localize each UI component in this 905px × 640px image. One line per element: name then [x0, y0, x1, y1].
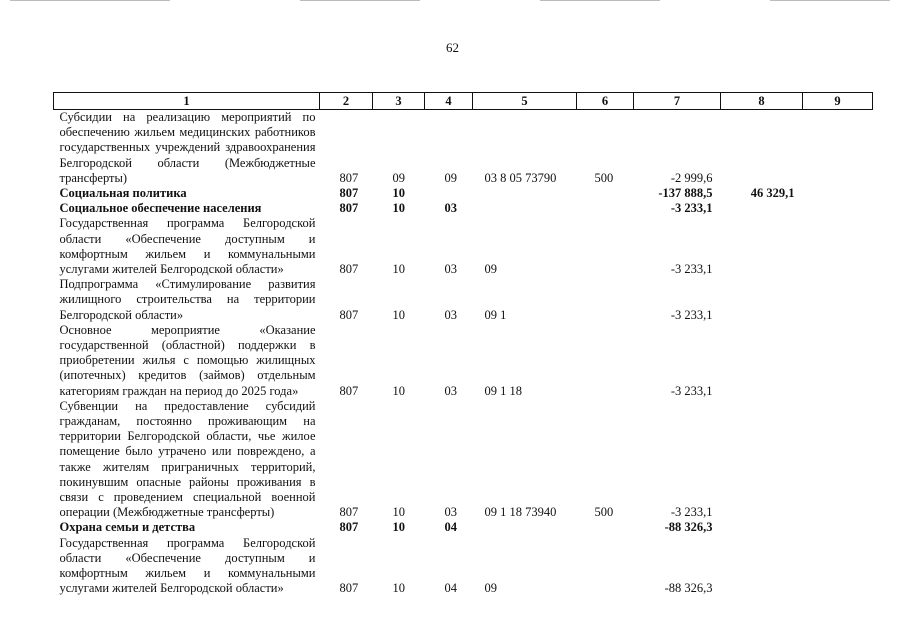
- column-header-2: 2: [320, 93, 373, 110]
- name-cell: Государственная программа Белгородской области «Обеспечение доступным и комфортным жильем и коммунальными услугами жителей Белгородской области»: [59, 535, 316, 596]
- subsection-code-cell: 09: [444, 170, 457, 185]
- top-edge-line: [10, 0, 170, 1]
- column-header-3: 3: [373, 93, 425, 110]
- table-row: [54, 110, 873, 187]
- empty-cell: [803, 110, 873, 187]
- empty-cell: [803, 323, 873, 399]
- empty-cell: [803, 277, 873, 323]
- table-row: [54, 277, 873, 323]
- amount-2-cell: [721, 520, 803, 535]
- top-edge-line: [770, 0, 890, 1]
- column-header-5: 5: [473, 93, 577, 110]
- chapter-code-cell: 09: [392, 170, 405, 185]
- target-article-cell: 09 1 18 73940: [484, 505, 557, 520]
- empty-cell: [803, 216, 873, 277]
- expense-type-cell: 500: [594, 170, 614, 185]
- chapter-code-cell: 10: [392, 520, 405, 535]
- section-code-cell: 807: [339, 383, 359, 398]
- budget-table: [53, 92, 873, 597]
- amount-2-cell: [721, 277, 803, 323]
- target-article-cell: 09 1: [484, 307, 507, 322]
- chapter-code-cell: 10: [392, 505, 405, 520]
- amount-2-cell: 46 329,1: [750, 186, 795, 201]
- target-article-cell: 09: [484, 262, 497, 277]
- section-code-cell: 807: [339, 201, 359, 216]
- amount-2-cell: [721, 216, 803, 277]
- top-edge-line: [300, 0, 420, 1]
- column-header-8: 8: [721, 93, 803, 110]
- target-article-cell: [473, 520, 577, 535]
- subsection-code-cell: 04: [444, 520, 457, 535]
- section-code-cell: 807: [339, 262, 359, 277]
- name-cell: Социальная политика: [59, 186, 187, 201]
- table-row: [54, 201, 873, 216]
- amount-2-cell: [721, 536, 803, 597]
- section-code-cell: 807: [339, 505, 359, 520]
- column-header-6: 6: [577, 93, 634, 110]
- amount-2-cell: [721, 110, 803, 187]
- table-body: [54, 110, 873, 597]
- amount-cell: -137 888,5: [658, 186, 713, 201]
- section-code-cell: 807: [339, 307, 359, 322]
- name-cell: Подпрограмма «Стимулирование развития жилищного строительства на территории Белгородской области»: [59, 277, 316, 322]
- page-number: 62: [446, 40, 459, 55]
- expense-type-cell: [577, 277, 634, 323]
- subsection-code-cell: 03: [444, 201, 457, 216]
- section-code-cell: 807: [339, 520, 359, 535]
- target-article-cell: 03 8 05 73790: [484, 170, 557, 185]
- amount-cell: -3 233,1: [670, 505, 713, 520]
- table-row: [54, 399, 873, 521]
- chapter-code-cell: 10: [392, 262, 405, 277]
- section-code-cell: 807: [339, 581, 359, 596]
- amount-2-cell: [721, 201, 803, 216]
- target-article-cell: [473, 186, 577, 201]
- table-row: [54, 186, 873, 201]
- subsection-code-cell: 03: [444, 505, 457, 520]
- expense-type-cell: [577, 536, 634, 597]
- name-cell: Социальное обеспечение населения: [59, 201, 262, 216]
- table-row: [54, 536, 873, 597]
- top-edge-line: [540, 0, 660, 1]
- expense-type-cell: [577, 186, 634, 201]
- column-header-1: 1: [54, 93, 320, 110]
- amount-cell: -3 233,1: [670, 201, 713, 216]
- chapter-code-cell: 10: [392, 201, 405, 216]
- target-article-cell: 09: [484, 581, 497, 596]
- subsection-code-cell: 04: [444, 581, 457, 596]
- chapter-code-cell: 10: [392, 307, 405, 322]
- subsection-code-cell: 03: [444, 262, 457, 277]
- expense-type-cell: [577, 323, 634, 399]
- chapter-code-cell: 10: [392, 383, 405, 398]
- target-article-cell: 09 1 18: [484, 383, 522, 398]
- section-code-cell: 807: [339, 186, 359, 201]
- target-article-cell: [473, 201, 577, 216]
- section-code-cell: 807: [339, 170, 359, 185]
- name-cell: Субсидии на реализацию мероприятий по обеспечению жильем медицинских работников государственных учреждений здравоохранения Белгородской области (Межбюджетные трансферты): [59, 110, 316, 185]
- empty-cell: [803, 399, 873, 521]
- subsection-code-cell: 03: [444, 383, 457, 398]
- empty-cell: [803, 520, 873, 535]
- subsection-code-cell: 03: [444, 307, 457, 322]
- name-cell: Основное мероприятие «Оказание государственной (областной) поддержки в приобретении жилья с помощью жилищных (ипотечных) кредитов (займов) отдельным категориям граждан на период до 2025 года»: [59, 322, 316, 398]
- amount-cell: -2 999,6: [670, 170, 713, 185]
- amount-2-cell: [721, 323, 803, 399]
- expense-type-cell: [577, 201, 634, 216]
- expense-type-cell: 500: [594, 505, 614, 520]
- column-header-9: 9: [803, 93, 873, 110]
- amount-cell: -3 233,1: [670, 383, 713, 398]
- amount-cell: -3 233,1: [670, 307, 713, 322]
- column-header-7: 7: [634, 93, 721, 110]
- column-header-4: 4: [425, 93, 473, 110]
- table-header: [54, 93, 873, 110]
- name-cell: Субвенции на предоставление субсидий гражданам, постоянно проживающим на территории Белгородской области, чье жилое помещение было утрачено или повреждено, а также жителям приграничных территорий, покинувшим опасные районы проживания в связи с проведением специальной военной операции (Межбюджетные трансферты): [59, 398, 316, 520]
- chapter-code-cell: 10: [392, 186, 405, 201]
- amount-cell: -3 233,1: [670, 262, 713, 277]
- empty-cell: [803, 201, 873, 216]
- header-row: [54, 93, 873, 110]
- empty-cell: [803, 186, 873, 201]
- empty-cell: [803, 536, 873, 597]
- amount-2-cell: [721, 399, 803, 521]
- subsection-code-cell: [425, 186, 473, 201]
- amount-cell: -88 326,3: [664, 581, 713, 596]
- name-cell: Государственная программа Белгородской области «Обеспечение доступным и комфортным жильем и коммунальными услугами жителей Белгородской области»: [59, 216, 316, 277]
- expense-type-cell: [577, 216, 634, 277]
- expense-type-cell: [577, 520, 634, 535]
- amount-cell: -88 326,3: [664, 520, 713, 535]
- table-row: [54, 216, 873, 277]
- chapter-code-cell: 10: [392, 581, 405, 596]
- name-cell: Охрана семьи и детства: [59, 520, 196, 535]
- table-row: [54, 323, 873, 399]
- table-row: [54, 520, 873, 535]
